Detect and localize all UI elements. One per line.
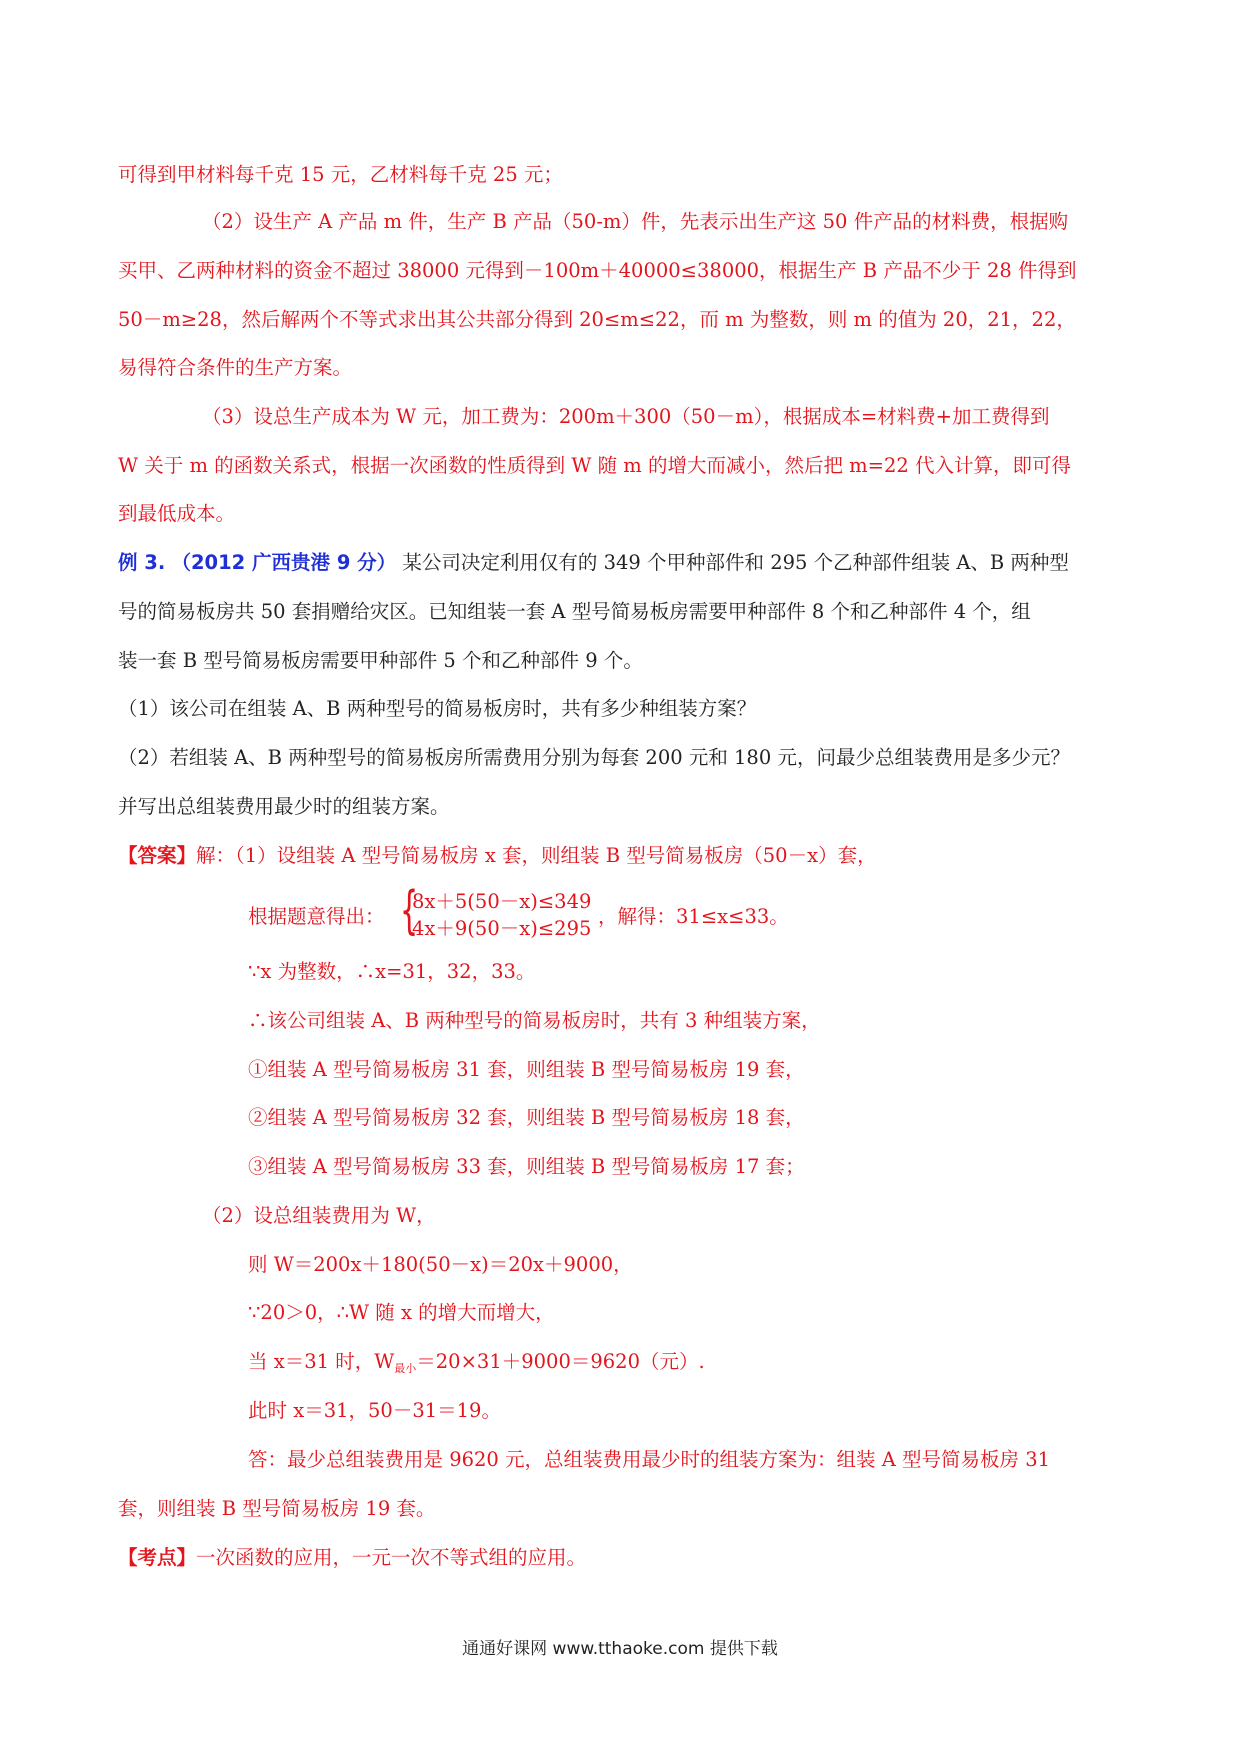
question-3: 并写出总组装费用最少时的组装方案。: [118, 795, 450, 818]
question-2: （2）若组装 A、B 两种型号的简易板房所需费用分别为每套 200 元和 180 元，问最少总组装费用是多少元？: [118, 746, 1070, 769]
example-text: 某公司决定利用仅有的 349 个甲种部件和 295 个乙种部件组装 A、B 两种型: [402, 551, 1069, 574]
answer-text: （2）设总组装费用为 W，: [202, 1204, 436, 1227]
analysis-line: 易得符合条件的生产方案。: [118, 356, 353, 379]
answer-text: 答：最少总组装费用是 9620 元，总组装费用最少时的组装方案为：组装 A 型号简易板房 31: [248, 1448, 1051, 1471]
answer-text: ②组装 A 型号简易板房 32 套，则组装 B 型号简易板房 18 套，: [248, 1106, 805, 1129]
example-source: （2012 广西贵港 9 分）: [171, 551, 397, 574]
answer-text: 此时 x＝31，50－31＝19。: [248, 1399, 501, 1422]
answer-text: 当 x＝31 时，W: [248, 1350, 395, 1373]
answer-text: ，解得：31≤x≤33。: [598, 905, 789, 928]
analysis-line: 可得到甲材料每千克 15 元，乙材料每千克 25 元；: [118, 163, 563, 186]
page-footer: 通通好课网 www.tthaoke.com 提供下载: [462, 1639, 778, 1659]
answer-text: 套，则组装 B 型号简易板房 19 套。: [118, 1497, 436, 1520]
example-header: [118, 550, 1069, 576]
analysis-line: 50－m≥28，然后解两个不等式求出其公共部分得到 20≤m≤22，而 m 为整数，则 m 的值为 20，21，22，: [118, 308, 1076, 331]
answer-text: 则 W＝200x＋180(50－x)＝20x＋9000，: [248, 1253, 633, 1276]
key-point-label: 【考点】: [118, 1546, 197, 1569]
question-1: （1）该公司在组装 A、B 两种型号的简易板房时，共有多少种组装方案？: [118, 697, 757, 720]
subscript: 最小: [394, 1362, 417, 1375]
key-point: [118, 1545, 586, 1571]
analysis-line: 到最低成本。: [118, 502, 236, 525]
answer-text: ＝20×31＋9000＝9620（元）.: [416, 1350, 705, 1373]
answer-text: ∵x 为整数，∴x=31，32，33。: [248, 960, 536, 983]
key-point-text: 一次函数的应用，一元一次不等式组的应用。: [196, 1546, 587, 1569]
answer-text: ③组装 A 型号简易板房 33 套，则组装 B 型号简易板房 17 套；: [248, 1155, 805, 1178]
analysis-line: （2）设生产 A 产品 m 件，生产 B 产品（50-m）件，先表示出生产这 50 件产品的材料费，根据购: [202, 210, 1069, 233]
example-text: 装一套 B 型号简易板房需要甲种部件 5 个和乙种部件 9 个。: [118, 649, 643, 672]
answer-text: ∵20＞0，∴W 随 x 的增大而增大，: [248, 1301, 555, 1324]
brace-symbol: {: [400, 881, 419, 941]
analysis-line: 买甲、乙两种材料的资金不超过 38000 元得到－100m＋40000≤38000，根据生产 B 产品不少于 28 件得到: [118, 259, 1077, 282]
answer-text: ①组装 A 型号简易板房 31 套，则组装 B 型号简易板房 19 套，: [248, 1058, 805, 1081]
answer-text: 根据题意得出：: [248, 905, 385, 928]
example-label: 例 3.: [118, 551, 166, 574]
example-text: 号的简易板房共 50 套捐赠给灾区。已知组装一套 A 型号简易板房需要甲种部件 8 个和乙种部件 4 个，组: [118, 600, 1031, 623]
answer-line: [118, 843, 877, 869]
answer-text: [248, 1349, 705, 1382]
answer-text: ∴该公司组装 A、B 两种型号的简易板房时，共有 3 种组装方案，: [248, 1009, 821, 1032]
analysis-line: （3）设总生产成本为 W 元，加工费为：200m＋300（50－m），根据成本=材料费+加工费得到: [202, 405, 1050, 428]
inequality-1: 8x＋5(50－x)≤349: [412, 890, 592, 913]
inequality-2: 4x＋9(50－x)≤295: [412, 917, 592, 940]
answer-label: 【答案】: [118, 844, 197, 867]
answer-text: 解：（1）设组装 A 型号简易板房 x 套，则组装 B 型号简易板房（50－x）套，: [196, 844, 877, 867]
analysis-line: W 关于 m 的函数关系式，根据一次函数的性质得到 W 随 m 的增大而减小，然后把 m=22 代入计算，即可得: [118, 454, 1071, 477]
